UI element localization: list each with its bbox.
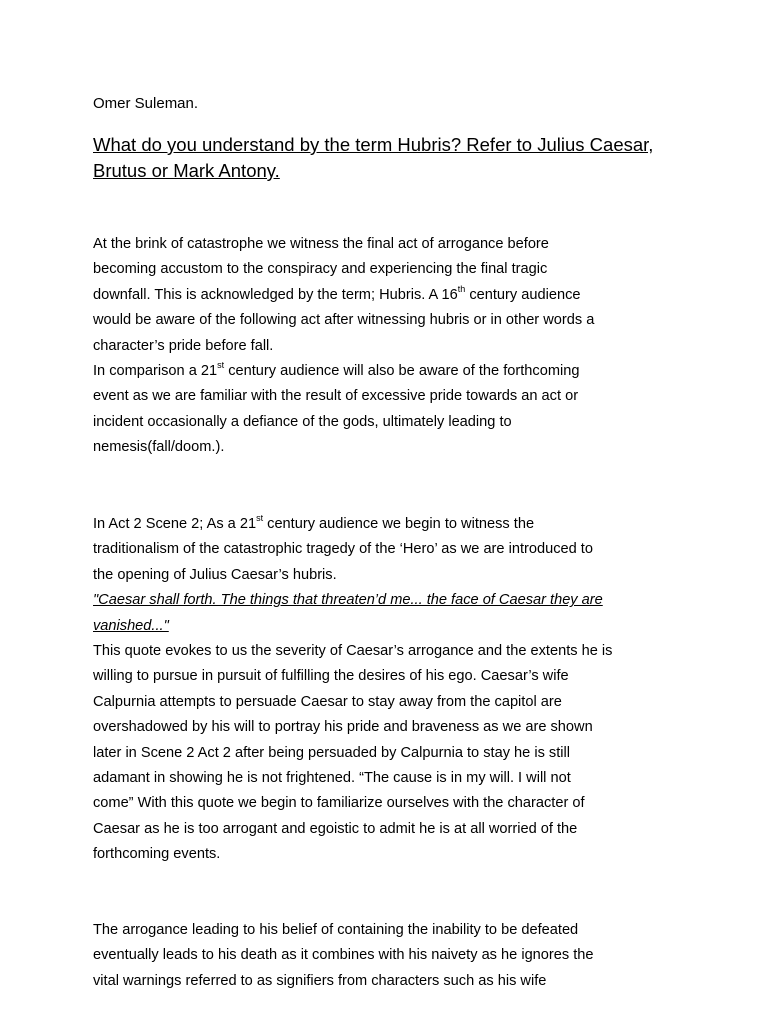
text-line: character’s pride before fall. bbox=[93, 337, 274, 354]
paragraph-act2-scene2 bbox=[93, 512, 693, 868]
text-line: later in Scene 2 Act 2 after being persuaded by Calpurnia to stay he is still bbox=[93, 744, 571, 761]
text-line: forthcoming events. bbox=[93, 846, 221, 863]
text-fragment: In comparison a 21 bbox=[93, 363, 218, 380]
text-line: would be aware of the following act after witnessing hubris or in other words a bbox=[93, 312, 595, 329]
text-line: adamant in showing he is not frightened. “The cause is in my will. I will not bbox=[93, 770, 571, 787]
title-line: What do you understand by the term Hubris? Refer to Julius Caesar, bbox=[93, 134, 654, 155]
title-line: Brutus or Mark Antony. bbox=[93, 160, 280, 181]
text-line: event as we are familiar with the result of excessive pride towards an act or bbox=[93, 388, 579, 405]
text-line: willing to pursue in pursuit of fulfilling the desires of his ego. Caesar’s wife bbox=[93, 668, 569, 685]
superscript: st bbox=[256, 513, 264, 524]
text-line: incident occasionally a defiance of the gods, ultimately leading to bbox=[93, 413, 512, 430]
superscript: th bbox=[457, 283, 466, 294]
text-line bbox=[93, 512, 693, 537]
text-line: Caesar as he is too arrogant and egoistic to admit he is at all worried of the bbox=[93, 820, 578, 837]
paragraph-intro bbox=[93, 232, 693, 461]
paragraph-conclusion bbox=[93, 918, 693, 994]
text-fragment: century audience we begin to witness the bbox=[263, 516, 535, 532]
text-line: nemesis(fall/doom.). bbox=[93, 439, 225, 456]
text-line: At the brink of catastrophe we witness the final act of arrogance before bbox=[93, 236, 549, 252]
text-line: traditionalism of the catastrophic tragedy of the ‘Hero’ as we are introduced to bbox=[93, 541, 593, 558]
text-line: becoming accustom to the conspiracy and experiencing the final tragic bbox=[93, 261, 548, 278]
text-line: vital warnings referred to as signifiers from characters such as his wife bbox=[93, 972, 547, 989]
text-fragment: century audience bbox=[465, 286, 581, 303]
superscript: st bbox=[217, 360, 225, 371]
text-line: come” With this quote we begin to familiarize ourselves with the character of bbox=[93, 795, 585, 812]
text-line: The arrogance leading to his belief of containing the inability to be defeated bbox=[93, 922, 579, 938]
text-line: Calpurnia attempts to persuade Caesar to stay away from the capitol are bbox=[93, 693, 562, 710]
text-fragment: downfall. This is acknowledged by the term; Hubris. A 16 bbox=[93, 286, 458, 303]
text-fragment: In Act 2 Scene 2; As a 21 bbox=[93, 516, 257, 532]
text-line bbox=[93, 359, 693, 384]
text-line: overshadowed by his will to portray his pride and braveness as we are shown bbox=[93, 719, 593, 736]
text-fragment: century audience will also be aware of the forthcoming bbox=[224, 363, 580, 380]
author-name: Omer Suleman. bbox=[93, 95, 199, 112]
text-line: the opening of Julius Caesar’s hubris. bbox=[93, 566, 337, 583]
text-line: This quote evokes to us the severity of Caesar’s arrogance and the extents he is bbox=[93, 643, 613, 660]
text-line: eventually leads to his death as it combines with his naivety as he ignores the bbox=[93, 947, 594, 964]
quote-line: "Caesar shall forth. The things that threaten’d me... the face of Caesar they are bbox=[93, 592, 603, 609]
quote-line: vanished..." bbox=[93, 617, 169, 634]
text-line bbox=[93, 283, 693, 308]
essay-question-title bbox=[93, 132, 683, 184]
